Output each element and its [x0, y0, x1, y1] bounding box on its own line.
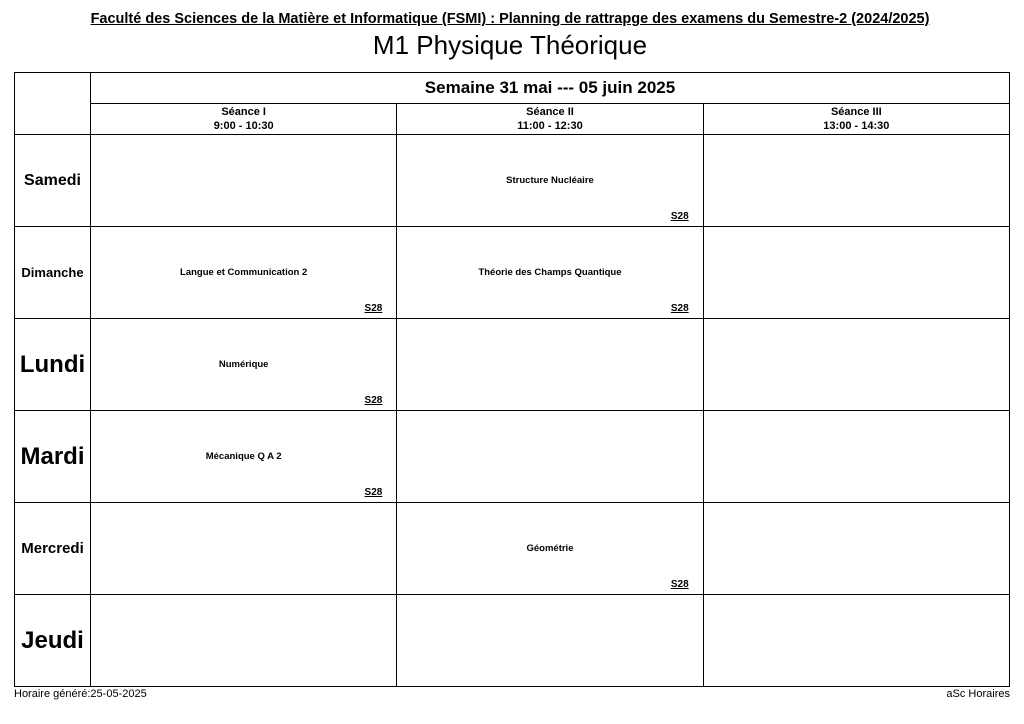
exam-room: S28 [670, 579, 689, 590]
generated-date: Horaire généré:25-05-2025 [14, 688, 147, 700]
day-label: Jeudi [15, 595, 91, 687]
exam-subject: Géométrie [526, 543, 574, 554]
session-header [397, 104, 703, 135]
day-row [15, 319, 1010, 411]
schedule-cell [91, 503, 397, 595]
exam-subject: Théorie des Champs Quantique [478, 267, 622, 278]
session-time: 13:00 - 14:30 [823, 120, 890, 132]
session-time: 9:00 - 10:30 [213, 120, 274, 132]
day-label: Samedi [15, 135, 91, 227]
exam-subject: Numérique [218, 359, 269, 370]
day-label: Dimanche [15, 227, 91, 319]
schedule-cell [703, 503, 1009, 595]
day-row [15, 503, 1010, 595]
corner-cell [15, 73, 91, 135]
schedule-cell [703, 319, 1009, 411]
schedule-cell [703, 135, 1009, 227]
exam-room: S28 [364, 303, 383, 314]
day-label: Mardi [15, 411, 91, 503]
software-credit: aSc Horaires [946, 688, 1010, 700]
session-name: Séance II [526, 106, 574, 118]
exam-subject: Mécanique Q A 2 [205, 451, 282, 462]
day-row [15, 595, 1010, 687]
session-header [703, 104, 1009, 135]
session-header [91, 104, 397, 135]
timetable [14, 72, 1010, 687]
day-label: Mercredi [15, 503, 91, 595]
schedule-cell [91, 227, 397, 319]
schedule-cell [91, 595, 397, 687]
schedule-cell [703, 227, 1009, 319]
session-time: 11:00 - 12:30 [517, 120, 583, 132]
day-label: Lundi [15, 319, 91, 411]
day-row [15, 135, 1010, 227]
session-name: Séance III [830, 106, 882, 118]
day-row [15, 411, 1010, 503]
exam-room: S28 [670, 303, 689, 314]
exam-room: S28 [364, 395, 383, 406]
schedule-cell [397, 595, 703, 687]
schedule-cell [397, 411, 703, 503]
page-title: Faculté des Sciences de la Matière et Informatique (FSMI) : Planning de rattrapge des examens du Semestre-2 (2024/2025) [90, 11, 930, 27]
schedule-cell [397, 227, 703, 319]
class-title: M1 Physique Théorique [372, 30, 648, 60]
session-name: Séance I [221, 106, 266, 118]
week-label: Semaine 31 mai --- 05 juin 2025 [91, 73, 1010, 104]
schedule-cell [397, 319, 703, 411]
exam-subject: Structure Nucléaire [506, 175, 594, 186]
schedule-cell [397, 503, 703, 595]
day-row [15, 227, 1010, 319]
exam-subject: Langue et Communication 2 [180, 267, 308, 278]
schedule-cell [703, 411, 1009, 503]
exam-room: S28 [670, 211, 689, 222]
schedule-cell [91, 319, 397, 411]
exam-room: S28 [364, 487, 383, 498]
schedule-cell [91, 135, 397, 227]
schedule-cell [703, 595, 1009, 687]
schedule-cell [91, 411, 397, 503]
schedule-cell [397, 135, 703, 227]
